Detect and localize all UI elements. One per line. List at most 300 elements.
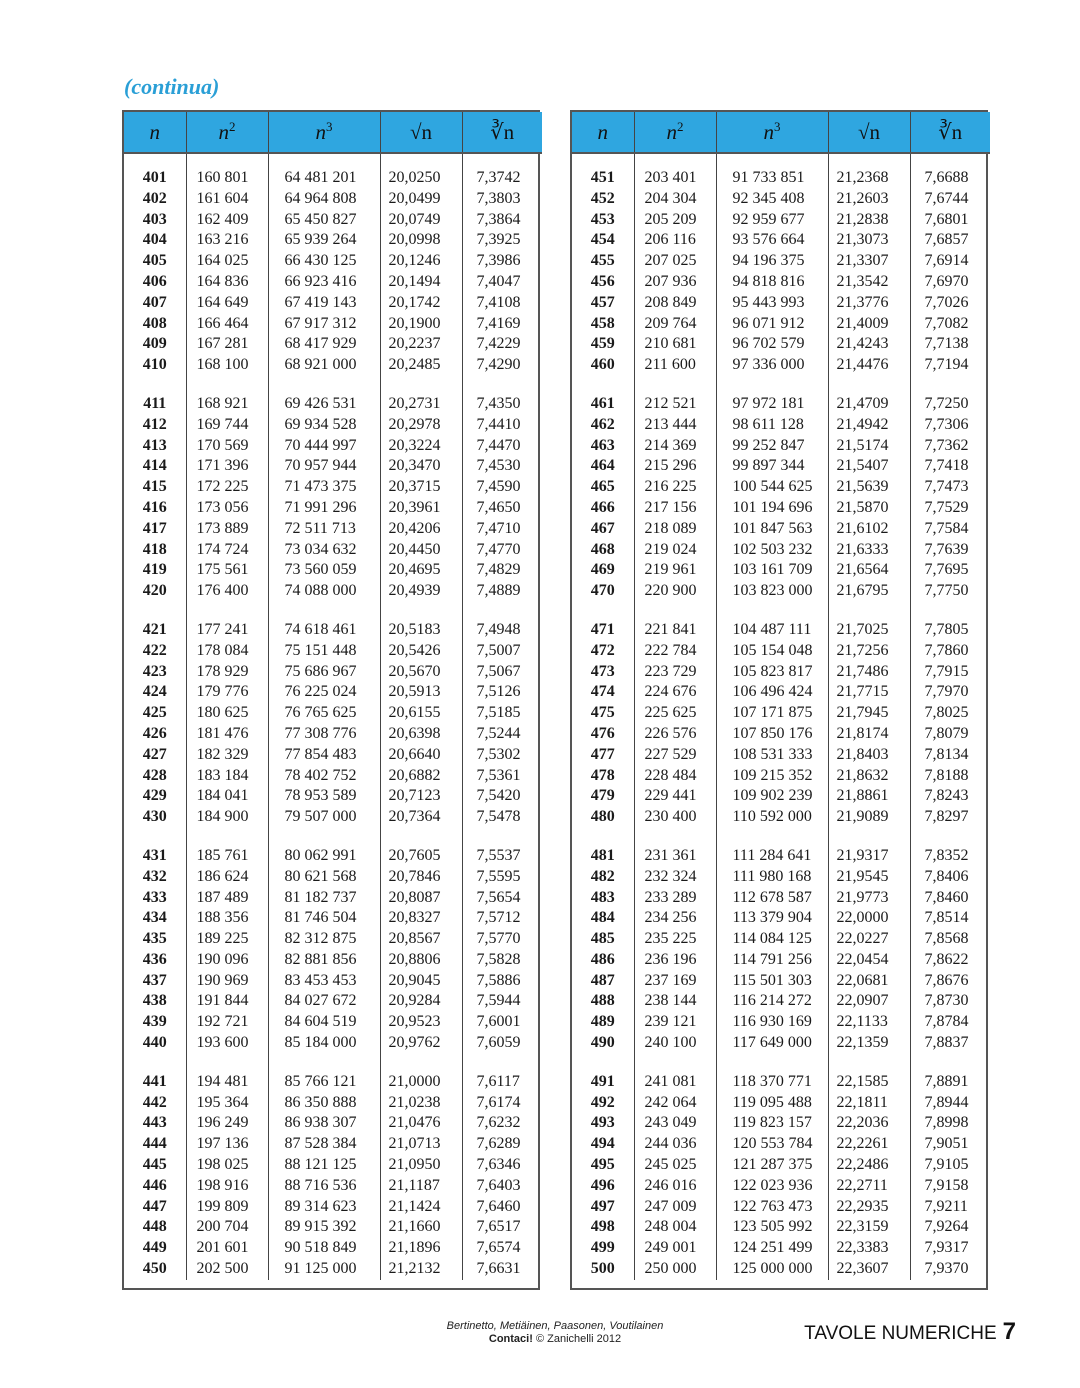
cell-n-squared: 181 476	[186, 724, 268, 745]
cell-cube-root: 7,4889	[476, 582, 521, 600]
table-row	[572, 703, 990, 724]
cell-cube-root: 7,9158	[924, 1176, 969, 1194]
cell-square-root: 20,7364	[380, 807, 462, 828]
cell-square-root: 21,1187	[380, 1176, 462, 1197]
cell-n-cubed: 79 507 000	[268, 807, 380, 828]
cell-square-root: 21,1424	[380, 1197, 462, 1218]
table-row	[572, 662, 990, 683]
cell-square-root: 20,5670	[380, 662, 462, 683]
cell-n-cubed: 76 765 625	[268, 703, 380, 724]
cell-n-squared: 224 676	[634, 682, 716, 703]
cell-cube-root: 7,6857	[924, 231, 969, 249]
cell-n: 401	[124, 168, 186, 189]
cell-n-cubed: 114 791 256	[716, 950, 828, 971]
table-row	[572, 1033, 990, 1054]
cell-n-cubed: 85 184 000	[268, 1033, 380, 1054]
cell-n-cubed: 121 287 375	[716, 1155, 828, 1176]
cell-cube-root: 7,6403	[476, 1176, 521, 1194]
cell-n-squared: 217 156	[634, 498, 716, 519]
cell-n: 494	[572, 1134, 634, 1155]
cell-n-squared: 223 729	[634, 662, 716, 683]
cell-cube-root: 7,8944	[924, 1093, 969, 1111]
cell-n-squared: 177 241	[186, 620, 268, 641]
cell-cube-root: 7,8730	[924, 992, 969, 1010]
cell-cube-root: 7,5595	[476, 867, 521, 885]
table-row	[124, 786, 542, 807]
cell-n: 409	[124, 334, 186, 355]
header-cube-root: ∛n	[462, 112, 542, 153]
cell-n-squared: 188 356	[186, 908, 268, 929]
cell-cube-root: 7,6001	[476, 1013, 521, 1031]
table-row	[572, 456, 990, 477]
cell-square-root: 20,9045	[380, 971, 462, 992]
cell-n-cubed: 84 027 672	[268, 991, 380, 1012]
cell-cube-root: 7,6574	[476, 1239, 521, 1257]
table-row	[124, 210, 542, 231]
cell-cube-root: 7,5654	[476, 888, 521, 906]
cell-cube-root: 7,8460	[924, 888, 969, 906]
cell-n: 465	[572, 477, 634, 498]
cell-n-squared: 170 569	[186, 436, 268, 457]
cell-n-squared: 213 444	[634, 415, 716, 436]
cell-square-root: 20,6640	[380, 745, 462, 766]
cell-n-cubed: 100 544 625	[716, 477, 828, 498]
cell-square-root: 20,0250	[380, 168, 462, 189]
cell-n: 438	[124, 991, 186, 1012]
table-row	[572, 189, 990, 210]
table-row	[572, 620, 990, 641]
cell-square-root: 20,4206	[380, 519, 462, 540]
cell-n: 460	[572, 355, 634, 376]
table-row	[124, 415, 542, 436]
cell-n: 462	[572, 415, 634, 436]
table-row	[124, 888, 542, 909]
cell-square-root: 22,2036	[828, 1113, 910, 1134]
cell-n-squared: 218 089	[634, 519, 716, 540]
cell-cube-root: 7,4108	[476, 293, 521, 311]
table-row	[124, 168, 542, 189]
cell-cube-root: 7,3986	[476, 252, 521, 270]
cell-n-squared: 243 049	[634, 1113, 716, 1134]
cell-cube-root: 7,5126	[476, 683, 521, 701]
cell-square-root: 22,2486	[828, 1155, 910, 1176]
cell-square-root: 20,8806	[380, 950, 462, 971]
cell-cube-root: 7,7026	[924, 293, 969, 311]
cell-square-root: 21,7715	[828, 682, 910, 703]
cell-n-cubed: 64 481 201	[268, 168, 380, 189]
cell-n: 478	[572, 766, 634, 787]
cell-square-root: 20,9523	[380, 1012, 462, 1033]
cell-cube-root: 7,8243	[924, 787, 969, 805]
group-gap	[124, 828, 542, 846]
cell-n: 439	[124, 1012, 186, 1033]
table-row	[572, 1155, 990, 1176]
table-row	[572, 888, 990, 909]
cell-n-cubed: 89 314 623	[268, 1197, 380, 1218]
table-row	[572, 971, 990, 992]
table-row	[572, 519, 990, 540]
cell-cube-root: 7,6289	[476, 1135, 521, 1153]
cell-square-root: 22,0907	[828, 991, 910, 1012]
cell-square-root: 20,0998	[380, 230, 462, 251]
table-row	[572, 682, 990, 703]
cell-n-cubed: 106 496 424	[716, 682, 828, 703]
cell-n: 464	[572, 456, 634, 477]
cell-cube-root: 7,4770	[476, 540, 521, 558]
cell-cube-root: 7,8079	[924, 724, 969, 742]
footer-authors: Bertinetto, Metiäinen, Paasonen, Voutilainen	[446, 1320, 664, 1332]
cell-n-squared: 168 921	[186, 394, 268, 415]
header-cube-root: ∛n	[910, 112, 990, 153]
cell-cube-root: 7,6688	[924, 169, 969, 186]
cell-n-squared: 229 441	[634, 786, 716, 807]
cell-cube-root: 7,6970	[924, 272, 969, 290]
cell-square-root: 21,9089	[828, 807, 910, 828]
cell-n-cubed: 95 443 993	[716, 293, 828, 314]
cell-square-root: 20,5426	[380, 641, 462, 662]
cell-square-root: 22,3607	[828, 1259, 910, 1280]
cell-n: 479	[572, 786, 634, 807]
cell-n-squared: 192 721	[186, 1012, 268, 1033]
cell-cube-root: 7,5244	[476, 724, 521, 742]
cell-n-squared: 234 256	[634, 908, 716, 929]
cell-n: 449	[124, 1238, 186, 1259]
cell-square-root: 22,2935	[828, 1197, 910, 1218]
table-row	[124, 846, 542, 867]
cell-square-root: 21,4942	[828, 415, 910, 436]
cell-n: 477	[572, 745, 634, 766]
cell-cube-root: 7,8998	[924, 1114, 969, 1132]
table-row	[124, 1033, 542, 1054]
table-row	[572, 477, 990, 498]
cell-n: 437	[124, 971, 186, 992]
table-row	[572, 498, 990, 519]
cell-cube-root: 7,9264	[924, 1218, 969, 1236]
cell-cube-root: 7,8297	[924, 808, 969, 826]
cell-square-root: 21,5174	[828, 436, 910, 457]
cell-square-root: 21,6102	[828, 519, 910, 540]
cell-n: 419	[124, 560, 186, 581]
cell-n-cubed: 85 766 121	[268, 1072, 380, 1093]
cell-n-squared: 225 625	[634, 703, 716, 724]
cell-n-cubed: 111 284 641	[716, 846, 828, 867]
cell-cube-root: 7,7529	[924, 498, 969, 516]
cell-n-cubed: 97 972 181	[716, 394, 828, 415]
table-row	[124, 867, 542, 888]
table-row	[572, 929, 990, 950]
cell-n-cubed: 101 847 563	[716, 519, 828, 540]
cell-n-cubed: 68 921 000	[268, 355, 380, 376]
cell-cube-root: 7,7250	[924, 394, 969, 412]
cell-n: 402	[124, 189, 186, 210]
cell-square-root: 22,2261	[828, 1134, 910, 1155]
cell-cube-root: 7,6059	[476, 1034, 521, 1052]
cell-square-root: 20,7605	[380, 846, 462, 867]
cell-n: 415	[124, 477, 186, 498]
cell-square-root: 21,2603	[828, 189, 910, 210]
table-row	[572, 168, 990, 189]
cell-n: 429	[124, 786, 186, 807]
cell-cube-root: 7,7306	[924, 415, 969, 433]
cell-cube-root: 7,4650	[476, 498, 521, 516]
cell-n: 412	[124, 415, 186, 436]
cell-square-root: 21,9773	[828, 888, 910, 909]
cell-n: 495	[572, 1155, 634, 1176]
cell-n: 405	[124, 251, 186, 272]
cell-cube-root: 7,8188	[924, 766, 969, 784]
cell-n-squared: 219 024	[634, 540, 716, 561]
cell-n: 492	[572, 1093, 634, 1114]
cell-n-squared: 211 600	[634, 355, 716, 376]
cell-cube-root: 7,5185	[476, 704, 521, 722]
table-row	[572, 724, 990, 745]
table-row	[124, 620, 542, 641]
cell-square-root: 20,8087	[380, 888, 462, 909]
cell-n: 424	[124, 682, 186, 703]
cell-n: 411	[124, 394, 186, 415]
cell-n-cubed: 67 917 312	[268, 314, 380, 335]
cell-n: 427	[124, 745, 186, 766]
cell-cube-root: 7,3742	[476, 169, 521, 186]
cell-square-root: 20,0499	[380, 189, 462, 210]
cell-n-cubed: 118 370 771	[716, 1072, 828, 1093]
group-gap	[124, 602, 542, 620]
cell-cube-root: 7,4710	[476, 519, 521, 537]
cell-n-cubed: 70 957 944	[268, 456, 380, 477]
cell-square-root: 20,2978	[380, 415, 462, 436]
table-row	[572, 334, 990, 355]
table-row	[572, 293, 990, 314]
cell-n: 425	[124, 703, 186, 724]
cell-n-cubed: 113 379 904	[716, 908, 828, 929]
cell-n: 486	[572, 950, 634, 971]
cell-square-root: 21,0000	[380, 1072, 462, 1093]
cell-n-cubed: 93 576 664	[716, 230, 828, 251]
cell-n-cubed: 86 350 888	[268, 1093, 380, 1114]
cell-cube-root: 7,5537	[476, 846, 521, 864]
group-gap	[572, 828, 990, 846]
cell-n-cubed: 71 991 296	[268, 498, 380, 519]
cell-cube-root: 7,5770	[476, 930, 521, 948]
cell-n-cubed: 65 450 827	[268, 210, 380, 231]
cell-n-squared: 174 724	[186, 540, 268, 561]
cell-n-cubed: 117 649 000	[716, 1033, 828, 1054]
cell-n-squared: 189 225	[186, 929, 268, 950]
cell-cube-root: 7,7584	[924, 519, 969, 537]
cell-n-squared: 239 121	[634, 1012, 716, 1033]
cell-n: 490	[572, 1033, 634, 1054]
cell-square-root: 20,3715	[380, 477, 462, 498]
cell-n-squared: 219 961	[634, 560, 716, 581]
cell-n-squared: 228 484	[634, 766, 716, 787]
cell-square-root: 22,0681	[828, 971, 910, 992]
cell-square-root: 20,7846	[380, 867, 462, 888]
cell-n: 431	[124, 846, 186, 867]
footer-section	[804, 1318, 1016, 1346]
table-row	[124, 1259, 542, 1280]
cell-cube-root: 7,8676	[924, 971, 969, 989]
cell-n-squared: 235 225	[634, 929, 716, 950]
cell-cube-root: 7,3803	[476, 189, 521, 207]
cell-n-cubed: 91 125 000	[268, 1259, 380, 1280]
cell-n: 470	[572, 581, 634, 602]
cell-n-cubed: 82 881 856	[268, 950, 380, 971]
cell-n-squared: 201 601	[186, 1238, 268, 1259]
table-header-row	[124, 112, 542, 153]
cell-n-cubed: 87 528 384	[268, 1134, 380, 1155]
footer-credit	[400, 1320, 710, 1346]
cell-n: 408	[124, 314, 186, 335]
table-row	[572, 210, 990, 231]
cell-n-cubed: 80 621 568	[268, 867, 380, 888]
cell-n-cubed: 82 312 875	[268, 929, 380, 950]
cell-square-root: 21,7256	[828, 641, 910, 662]
cell-n-cubed: 81 182 737	[268, 888, 380, 909]
cell-n-cubed: 72 511 713	[268, 519, 380, 540]
cell-n-cubed: 98 611 128	[716, 415, 828, 436]
cell-cube-root: 7,6460	[476, 1197, 521, 1215]
cell-cube-root: 7,9105	[924, 1156, 969, 1174]
table-body-left	[124, 153, 542, 1280]
cell-square-root: 21,9317	[828, 846, 910, 867]
cell-square-root: 21,7025	[828, 620, 910, 641]
header-square-root: √n	[828, 112, 910, 153]
cell-square-root: 21,2368	[828, 168, 910, 189]
cell-n-cubed: 77 308 776	[268, 724, 380, 745]
table-row	[124, 991, 542, 1012]
cell-square-root: 21,3307	[828, 251, 910, 272]
cell-n-squared: 236 196	[634, 950, 716, 971]
table-row	[572, 950, 990, 971]
group-gap	[124, 376, 542, 394]
cell-square-root: 21,0476	[380, 1113, 462, 1134]
cell-n-squared: 199 809	[186, 1197, 268, 1218]
header-n-cubed: $n^3$	[268, 112, 380, 153]
cell-n-cubed: 94 196 375	[716, 251, 828, 272]
table-left	[122, 110, 540, 1290]
cell-cube-root: 7,5361	[476, 766, 521, 784]
cell-n-squared: 248 004	[634, 1217, 716, 1238]
cell-n-squared: 167 281	[186, 334, 268, 355]
cell-n-cubed: 83 453 453	[268, 971, 380, 992]
table-row	[124, 703, 542, 724]
cell-n-cubed: 88 121 125	[268, 1155, 380, 1176]
cell-n: 422	[124, 641, 186, 662]
cell-cube-root: 7,8514	[924, 909, 969, 927]
cell-square-root: 20,3470	[380, 456, 462, 477]
table-row	[124, 334, 542, 355]
cell-n-cubed: 107 171 875	[716, 703, 828, 724]
cell-cube-root: 7,9211	[924, 1197, 968, 1215]
cell-cube-root: 7,5067	[476, 662, 521, 680]
cell-n: 428	[124, 766, 186, 787]
cell-n: 454	[572, 230, 634, 251]
cell-n-squared: 163 216	[186, 230, 268, 251]
cell-n-cubed: 105 823 817	[716, 662, 828, 683]
cell-square-root: 21,6795	[828, 581, 910, 602]
cell-n: 441	[124, 1072, 186, 1093]
cell-n-squared: 161 604	[186, 189, 268, 210]
cell-n-squared: 241 081	[634, 1072, 716, 1093]
cell-square-root: 20,5183	[380, 620, 462, 641]
table-row	[572, 908, 990, 929]
cell-n: 418	[124, 540, 186, 561]
cell-cube-root: 7,9370	[924, 1260, 969, 1278]
table-row	[572, 786, 990, 807]
table-row	[124, 950, 542, 971]
cell-n-squared: 193 600	[186, 1033, 268, 1054]
cell-n-cubed: 110 592 000	[716, 807, 828, 828]
cell-n: 461	[572, 394, 634, 415]
cell-n-cubed: 70 444 997	[268, 436, 380, 457]
cell-square-root: 21,6564	[828, 560, 910, 581]
table-row	[572, 1093, 990, 1114]
table-row	[572, 251, 990, 272]
cell-n-squared: 168 100	[186, 355, 268, 376]
cell-n-cubed: 81 746 504	[268, 908, 380, 929]
cell-n-squared: 246 016	[634, 1176, 716, 1197]
cell-n-cubed: 66 430 125	[268, 251, 380, 272]
cell-cube-root: 7,8352	[924, 846, 969, 864]
spacer-row	[124, 153, 542, 168]
cell-n-cubed: 75 151 448	[268, 641, 380, 662]
cell-n: 450	[124, 1259, 186, 1280]
cell-n-squared: 214 369	[634, 436, 716, 457]
cell-n: 496	[572, 1176, 634, 1197]
cell-square-root: 22,0454	[828, 950, 910, 971]
cell-n: 443	[124, 1113, 186, 1134]
cell-n-squared: 194 481	[186, 1072, 268, 1093]
cell-cube-root: 7,6232	[476, 1114, 521, 1132]
cell-n-squared: 233 289	[634, 888, 716, 909]
cell-n: 488	[572, 991, 634, 1012]
cell-cube-root: 7,7418	[924, 457, 969, 475]
cell-n-squared: 190 969	[186, 971, 268, 992]
cell-cube-root: 7,5712	[476, 909, 521, 927]
cell-n-cubed: 101 194 696	[716, 498, 828, 519]
cell-n-squared: 162 409	[186, 210, 268, 231]
cell-square-root: 20,5913	[380, 682, 462, 703]
table-row	[124, 807, 542, 828]
cell-cube-root: 7,7194	[924, 356, 969, 374]
table-row	[124, 540, 542, 561]
cell-n-squared: 191 844	[186, 991, 268, 1012]
table-row	[124, 498, 542, 519]
table-row	[124, 1093, 542, 1114]
cell-n-cubed: 116 930 169	[716, 1012, 828, 1033]
table-row	[124, 1012, 542, 1033]
cell-n-squared: 173 889	[186, 519, 268, 540]
cell-square-root: 20,0749	[380, 210, 462, 231]
cell-n: 440	[124, 1033, 186, 1054]
cell-n-squared: 220 900	[634, 581, 716, 602]
cell-n-squared: 178 929	[186, 662, 268, 683]
table-row	[124, 456, 542, 477]
cell-square-root: 21,1896	[380, 1238, 462, 1259]
cell-square-root: 22,1585	[828, 1072, 910, 1093]
cell-n: 448	[124, 1217, 186, 1238]
cell-n: 413	[124, 436, 186, 457]
cell-n-squared: 176 400	[186, 581, 268, 602]
table-row	[572, 314, 990, 335]
cell-n-squared: 198 025	[186, 1155, 268, 1176]
cell-square-root: 21,3776	[828, 293, 910, 314]
cell-n-squared: 202 500	[186, 1259, 268, 1280]
table-row	[124, 394, 542, 415]
cell-n: 456	[572, 272, 634, 293]
table-row	[572, 230, 990, 251]
cell-n-cubed: 69 934 528	[268, 415, 380, 436]
